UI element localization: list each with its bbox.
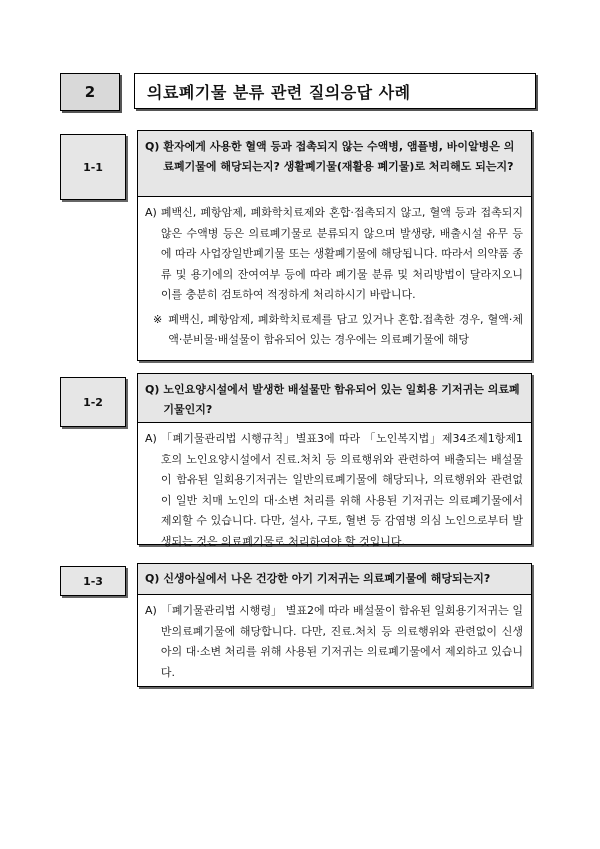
answer-text: 폐백신, 폐항암제, 폐화학치료제와 혼합·접촉되지 않고, 혈액 등과 접촉되지 않은 수액병 등은 의료폐기물로 분류되지 않으며 발생량, 배출시설 유무 등에 따라 사업장일반폐기물 또는 생활폐기물에 해당됩니다. 따라서 의약품 종류 및 용기에의 잔여여부 등에 따라 폐기물 분류 및 처리방법이 달라지오니 이를 충분히 검토하여 적정하게 처리하시기 바랍니다.	[160, 206, 523, 301]
note-mark: ※	[153, 312, 163, 326]
answer-prefix: A)	[145, 604, 157, 617]
answer-prefix: A)	[145, 206, 157, 219]
answer-text: 「폐기물관리법 시행규칙」별표3에 따라 「노인복지법」제34조제1항제1호의 노인요양시설에서 진료.처치 등 의료행위와 관련하여 배출되는 배설물이 함유된 일회용기저귀는 일반의료폐기물에 해당되나, 의료행위와 관련없이 일반 치매 노인의 대·소변 처리를 위해 사용된 기저귀는 의료폐기물에서 제외할 수 있습니다. 다만, 설사, 구토, 혈변 등 감염병 의심 노인으로부터 발생되는 것은 의료폐기물로 처리하여야 할 것입니다.	[160, 432, 523, 548]
answer-text: 「폐기물관리법 시행령」 별표2에 따라 배설물이 함유된 일회용기저귀는 일반의료폐기물에 해당합니다. 다만, 진료.처치 등 의료행위와 관련없이 신생아의 대·소변 처리를 위해 사용된 기저귀는 의료폐기물에서 제외하고 있습니다.	[160, 604, 523, 679]
answer-box	[137, 196, 532, 361]
item-number: 1-1	[60, 134, 126, 200]
question-text: 신생아실에서 나온 건강한 아기 기저귀는 의료폐기물에 해당되는지?	[163, 572, 491, 585]
question-prefix: Q)	[145, 140, 160, 153]
question-text: 환자에게 사용한 혈액 등과 접촉되지 않는 수액병, 앰플병, 바이알병은 의료폐기물에 해당되는지? 생활폐기물(재활용 폐기물)로 처리해도 되는지?	[163, 140, 515, 173]
question-prefix: Q)	[145, 383, 160, 396]
question-box	[137, 130, 532, 197]
answer-box	[137, 422, 532, 548]
answer-prefix: A)	[145, 432, 157, 445]
item-number: 1-3	[60, 566, 126, 596]
question-box	[137, 563, 532, 595]
question-prefix: Q)	[145, 572, 160, 585]
question-box	[137, 373, 532, 423]
section-title: 의료폐기물 분류 관련 질의응답 사례	[134, 73, 536, 109]
note-text: 폐백신, 폐항암제, 폐화학치료제를 담고 있거나 혼합.접촉한 경우, 혈액·체액·분비물·배설물이 함유되어 있는 경우에는 의료폐기물에 해당	[168, 312, 523, 346]
item-number: 1-2	[60, 377, 126, 427]
answer-note	[145, 310, 523, 351]
section-number: 2	[60, 73, 120, 111]
answer-box	[137, 594, 532, 687]
question-text: 노인요양시설에서 발생한 배설물만 함유되어 있는 일회용 기저귀는 의료폐기물인지?	[163, 383, 520, 416]
